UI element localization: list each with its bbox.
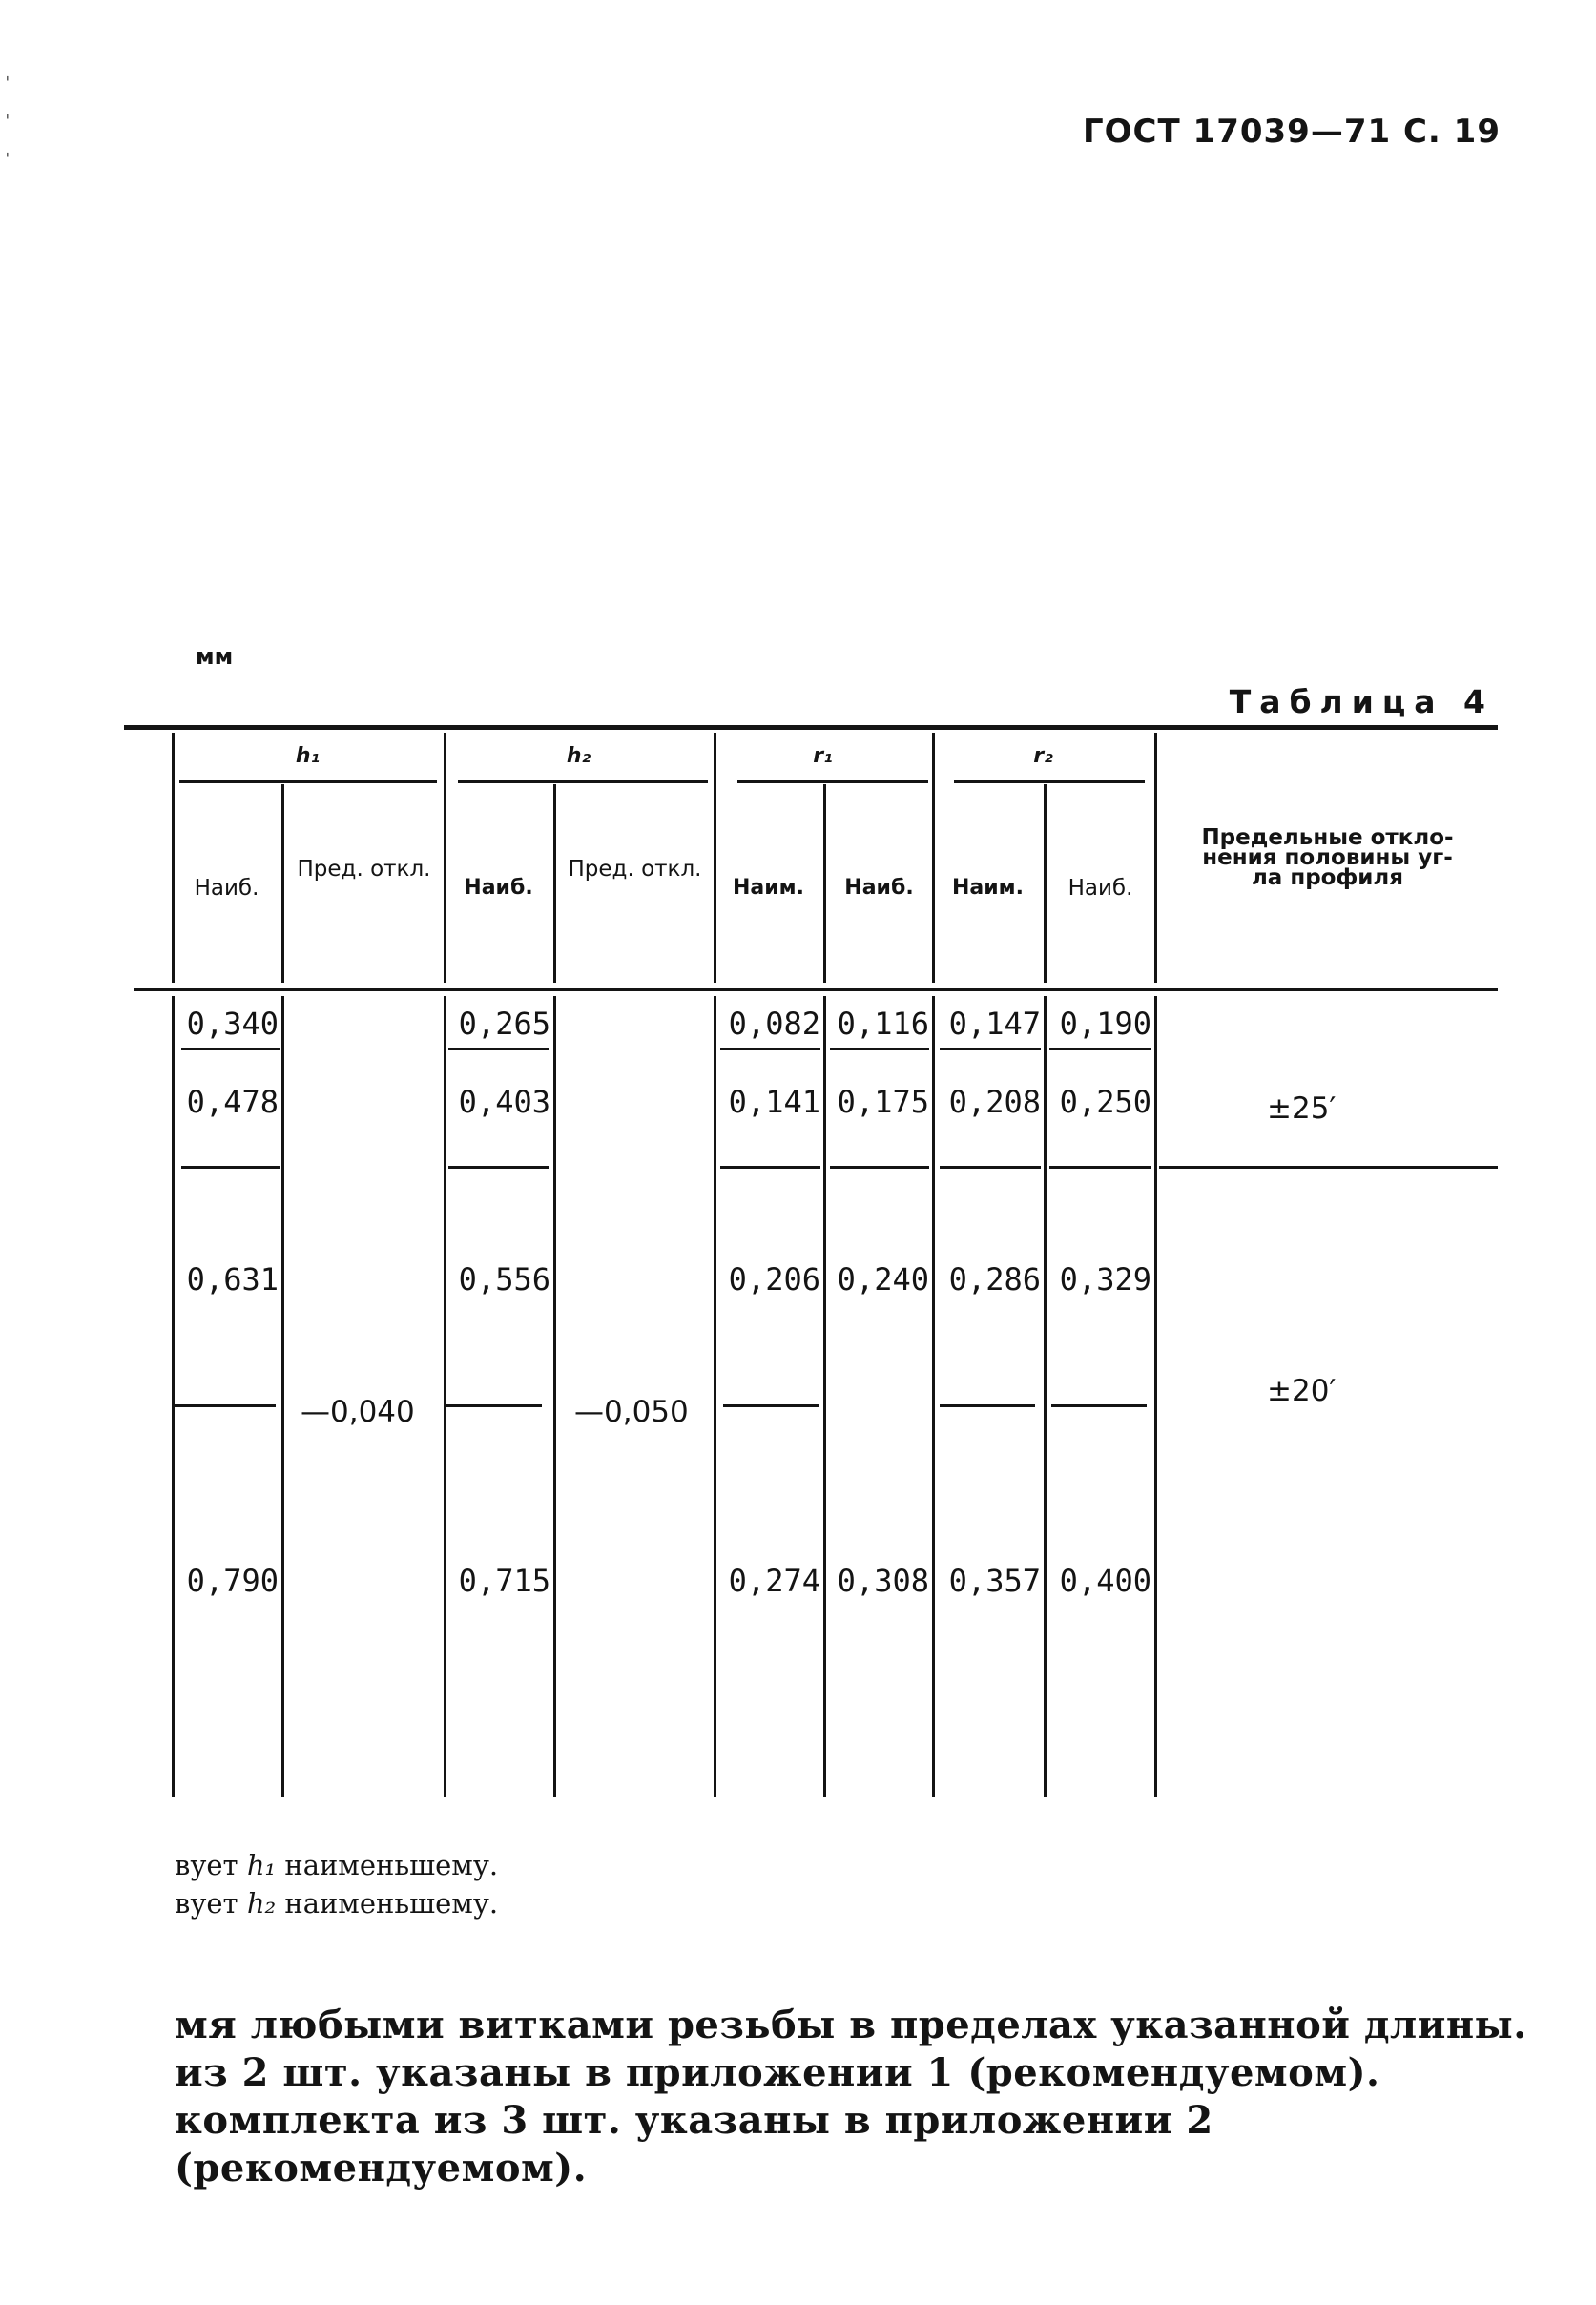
col-line: [714, 733, 716, 983]
h1-value: 0,340: [186, 1006, 279, 1042]
row-separator: [175, 1404, 276, 1407]
r1-min-value: 0,082: [728, 1006, 820, 1042]
r2-min-value: 0,357: [948, 1563, 1041, 1599]
r2-max-value: 0,250: [1059, 1084, 1151, 1120]
group-underline: [954, 780, 1145, 783]
row-separator: [940, 1404, 1035, 1407]
deviation-header-line: Предельные откло-: [1201, 825, 1454, 850]
scan-margin-marks: ˌ ˌ ˌ: [5, 60, 10, 159]
row-separator: [940, 1166, 1041, 1169]
r1-max-value: 0,116: [837, 1006, 929, 1042]
col-line: [281, 784, 284, 983]
row-underline: [830, 1048, 929, 1050]
table-title: Таблица 4: [1229, 683, 1494, 720]
row-separator: [1051, 1404, 1147, 1407]
table-top-rule: [124, 725, 1498, 730]
r2-max-value: 0,400: [1059, 1563, 1151, 1599]
r1-max-value: 0,175: [837, 1084, 929, 1120]
row-separator: [723, 1404, 819, 1407]
h2-value: 0,403: [458, 1084, 550, 1120]
row-separator: [1049, 1166, 1151, 1169]
r2-min-value: 0,147: [948, 1006, 1041, 1042]
deviation-header-line: нения половины уг-: [1202, 845, 1453, 870]
group-underline: [179, 780, 437, 783]
group-underline: [737, 780, 928, 783]
col-line: [1154, 996, 1157, 1797]
footnote-prefix: вует: [175, 1849, 238, 1881]
subheader-h1-dev: Пред. откл.: [297, 857, 431, 882]
row-separator: [181, 1166, 280, 1169]
subheader-h2-dev: Пред. откл.: [568, 857, 702, 882]
r1-min-value: 0,274: [728, 1563, 820, 1599]
row-underline: [720, 1048, 820, 1050]
group-h1-label: h₁: [295, 744, 321, 768]
body-line: комплекта из 3 шт. указаны в приложении 2 (рекомендуемом).: [175, 2098, 1213, 2191]
row-underline: [448, 1048, 549, 1050]
footnote-1: [175, 1849, 498, 1881]
body-line: мя любыми витками резьбы в пределах указанной длины.: [175, 2003, 1527, 2047]
r1-max-value: 0,240: [837, 1261, 929, 1298]
r2-max-value: 0,190: [1059, 1006, 1151, 1042]
footnote-symbol: h₁: [246, 1849, 277, 1881]
row-underline: [940, 1048, 1041, 1050]
subheader-h1-max: Наиб.: [194, 876, 259, 901]
angle-tolerance-1: ±25′: [1267, 1091, 1337, 1126]
r1-min-value: 0,141: [728, 1084, 820, 1120]
subheader-r1-max: Наиб.: [844, 876, 914, 900]
h2-deviation: —0,050: [574, 1395, 689, 1429]
footnote-suffix: наименьшему.: [284, 1887, 499, 1920]
h2-value: 0,556: [458, 1261, 550, 1298]
angle-tolerance-2: ±20′: [1267, 1374, 1337, 1408]
footnote-2: [175, 1887, 498, 1920]
subheader-r1-min: Наим.: [732, 876, 804, 900]
col-line: [553, 996, 556, 1797]
footnote-suffix: наименьшему.: [284, 1849, 499, 1881]
col-line: [553, 784, 556, 983]
h1-deviation: —0,040: [301, 1395, 415, 1429]
r2-min-value: 0,286: [948, 1261, 1041, 1298]
subheader-r2-max: Наиб.: [1067, 876, 1133, 901]
col-line: [281, 996, 284, 1797]
row-separator: [1159, 1166, 1498, 1169]
group-r1-label: r₁: [813, 744, 833, 768]
col-line: [172, 733, 175, 983]
body-text: [175, 2002, 1596, 2192]
col-line: [444, 733, 446, 983]
page-header: ГОСТ 17039—71 С. 19: [1082, 113, 1501, 151]
footnote-symbol: h₂: [246, 1887, 277, 1920]
subheader-r2-min: Наим.: [951, 876, 1024, 900]
deviation-header: [1157, 825, 1498, 890]
row-separator: [446, 1404, 542, 1407]
row-underline: [181, 1048, 280, 1050]
h1-value: 0,478: [186, 1084, 279, 1120]
r1-min-value: 0,206: [728, 1261, 820, 1298]
h2-value: 0,265: [458, 1006, 550, 1042]
col-line: [932, 733, 935, 983]
group-h2-label: h₂: [566, 744, 591, 768]
h1-value: 0,790: [186, 1563, 279, 1599]
h1-value: 0,631: [186, 1261, 279, 1298]
row-separator: [830, 1166, 929, 1169]
r2-min-value: 0,208: [948, 1084, 1041, 1120]
group-r2-label: r₂: [1033, 744, 1053, 768]
body-line: из 2 шт. указаны в приложении 1 (рекомендуемом).: [175, 2050, 1380, 2095]
unit-label: мм: [196, 643, 234, 670]
r1-max-value: 0,308: [837, 1563, 929, 1599]
subheader-h2-max: Наиб.: [464, 876, 533, 900]
row-separator: [448, 1166, 549, 1169]
row-separator: [720, 1166, 820, 1169]
group-underline: [458, 780, 708, 783]
deviation-header-line: ла профиля: [1251, 865, 1404, 890]
table-header-rule: [134, 988, 1498, 991]
r2-max-value: 0,329: [1059, 1261, 1151, 1298]
h2-value: 0,715: [458, 1563, 550, 1599]
footnote-prefix: вует: [175, 1887, 238, 1920]
row-underline: [1049, 1048, 1151, 1050]
